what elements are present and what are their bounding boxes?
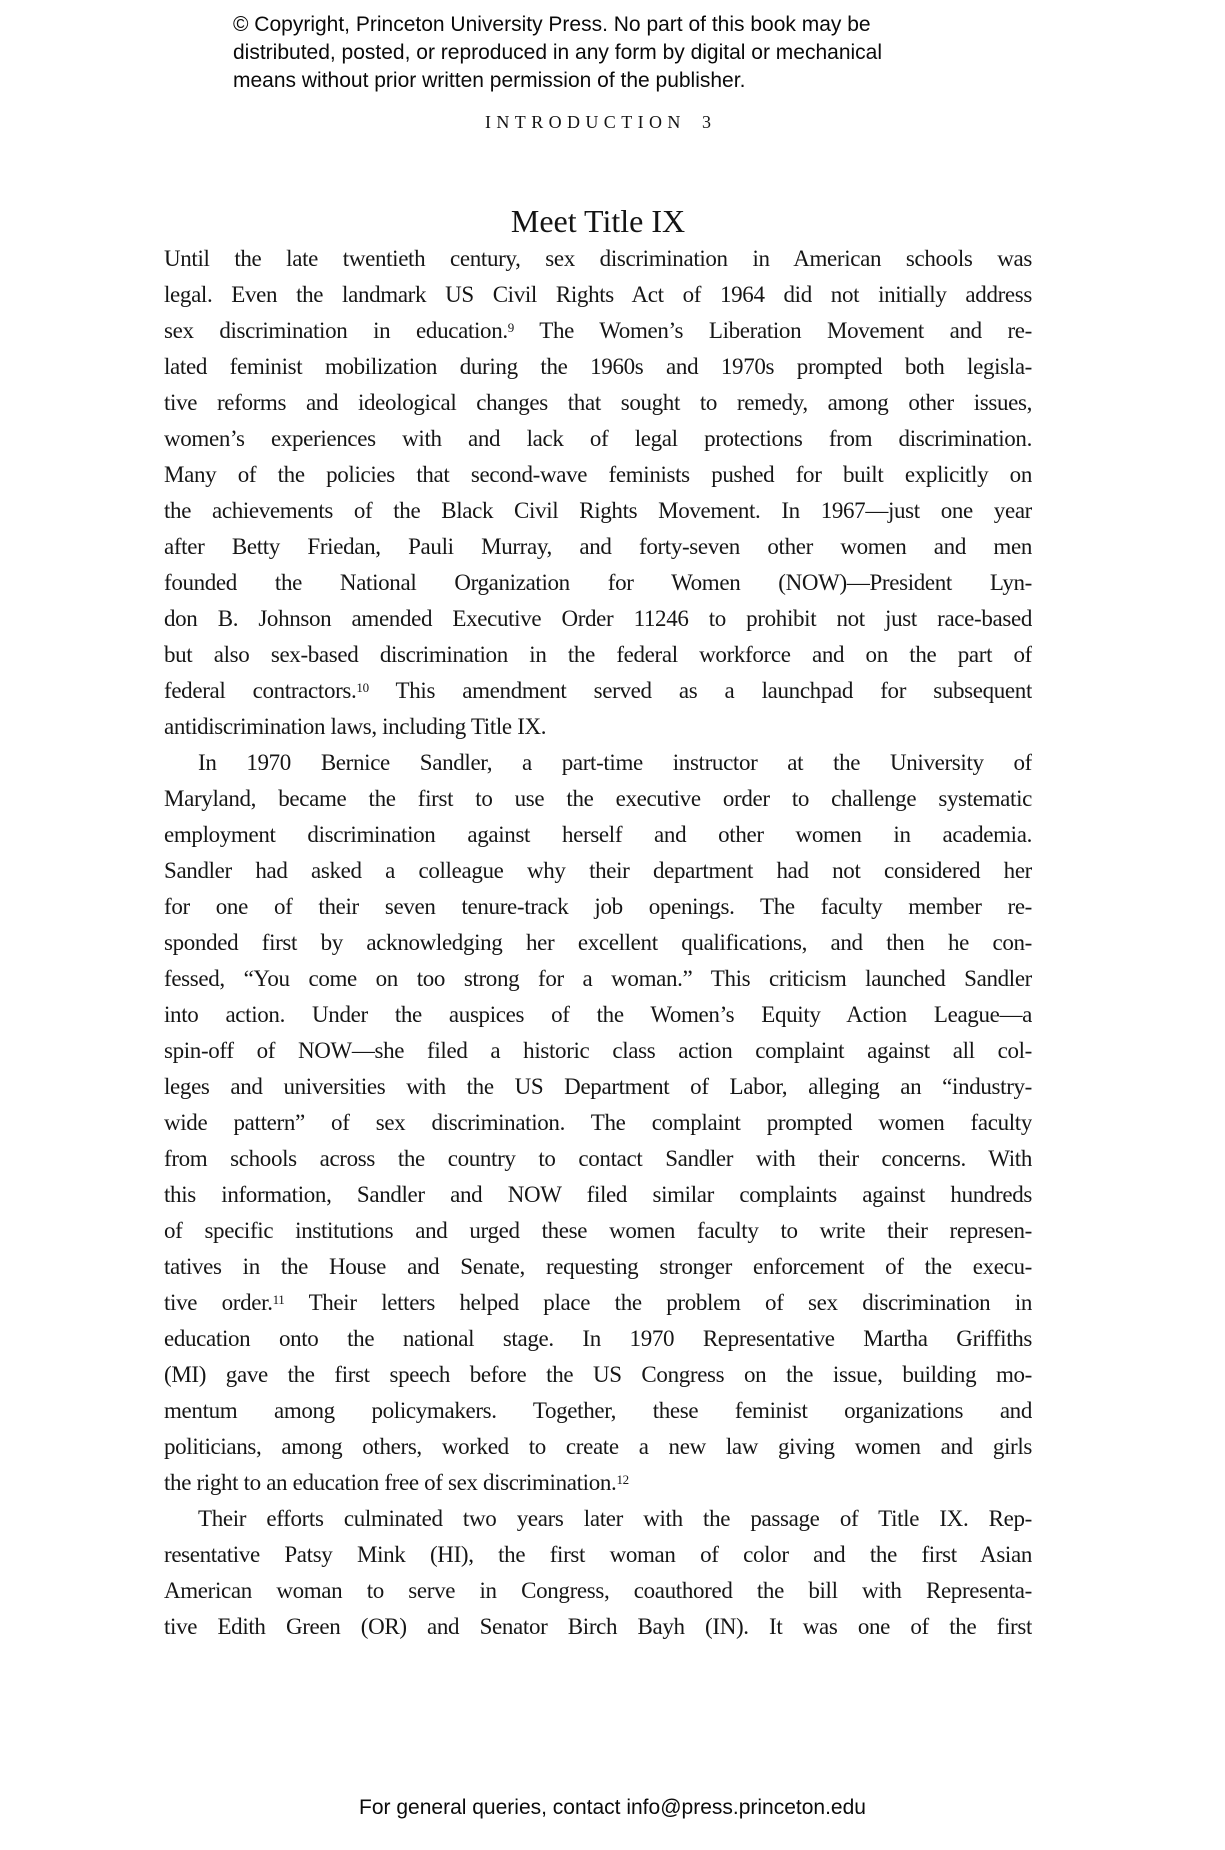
body-line: this information, Sandler and NOW filed similar complaints against hundreds xyxy=(164,1182,1032,1207)
paragraph xyxy=(164,1501,1032,1645)
body-line: federal contractors.$^{10}$ This amendment served as a launchpad for subsequent xyxy=(164,678,1032,703)
body-line: resentative Patsy Mink (HI), the first woman of color and the first Asian xyxy=(164,1542,1032,1567)
body-line: fessed, “You come on too strong for a woman.” This criticism launched Sandler xyxy=(164,966,1032,991)
paragraph xyxy=(164,745,1032,1501)
body-line: after Betty Friedan, Pauli Murray, and forty-seven other women and men xyxy=(164,534,1032,559)
footnote-reference: 12 xyxy=(616,1471,629,1487)
footnote-reference: 9 xyxy=(507,319,514,335)
chapter-title: Meet Title IX xyxy=(510,203,686,240)
body-line: antidiscrimination laws, including Title IX. xyxy=(164,714,547,739)
body-line: sponded first by acknowledging her excellent qualifications, and then he con- xyxy=(164,930,1032,955)
body-line: but also sex-based discrimination in the federal workforce and on the part of xyxy=(164,642,1032,667)
body-line: of specific institutions and urged these women faculty to write their represen- xyxy=(164,1218,1032,1243)
body-line: (MI) gave the first speech before the US Congress on the issue, building mo- xyxy=(164,1362,1032,1387)
body-line: lated feminist mobilization during the 1960s and 1970s prompted both legisla- xyxy=(164,354,1032,379)
body-line: tive order.$^{11}$ Their letters helped place the problem of sex discrimination in xyxy=(164,1290,1032,1315)
body-line: legal. Even the landmark US Civil Rights Act of 1964 did not initially address xyxy=(164,282,1032,307)
body-line: tive reforms and ideological changes that sought to remedy, among other issues, xyxy=(164,390,1032,415)
copyright-line: means without prior written permission of the publisher. xyxy=(233,69,746,92)
body-line: the achievements of the Black Civil Rights Movement. In 1967—just one year xyxy=(164,498,1032,523)
body-line: sex discrimination in education.$^9$ The Women’s Liberation Movement and re- xyxy=(164,318,1032,343)
body-line: the right to an education free of sex discrimination.$^{12}$ xyxy=(164,1470,629,1495)
copyright-line: distributed, posted, or reproduced in any form by digital or mechanical xyxy=(233,41,883,64)
body-line: for one of their seven tenure-track job openings. The faculty member re- xyxy=(164,894,1032,919)
running-head-section: INTRODUCTION xyxy=(485,112,686,132)
footer-contact-line: For general queries, contact info@press.princeton.edu xyxy=(359,1796,866,1819)
body-line: politicians, among others, worked to create a new law giving women and girls xyxy=(164,1434,1032,1459)
body-line: Sandler had asked a colleague why their department had not considered her xyxy=(164,858,1032,883)
body-text xyxy=(164,241,1032,1645)
footnote-reference: 10 xyxy=(356,679,369,695)
copyright-notice xyxy=(233,11,882,95)
body-line: Maryland, became the first to use the executive order to challenge systematic xyxy=(164,786,1032,811)
body-line: mentum among policymakers. Together, these feminist organizations and xyxy=(164,1398,1032,1423)
body-line: women’s experiences with and lack of legal protections from discrimination. xyxy=(164,426,1032,451)
body-line: education onto the national stage. In 1970 Representative Martha Griffiths xyxy=(164,1326,1032,1351)
running-head xyxy=(164,110,1032,134)
running-head-page-number: 3 xyxy=(701,112,711,132)
body-line: employment discrimination against herself and other women in academia. xyxy=(164,822,1032,847)
body-line: founded the National Organization for Women (NOW)—President Lyn- xyxy=(164,570,1032,595)
body-line: tive Edith Green (OR) and Senator Birch Bayh (IN). It was one of the first xyxy=(164,1614,1032,1639)
body-line: Their efforts culminated two years later with the passage of Title IX. Rep- xyxy=(198,1506,1032,1531)
body-line: from schools across the country to contact Sandler with their concerns. With xyxy=(164,1146,1032,1171)
body-line: American woman to serve in Congress, coauthored the bill with Representa- xyxy=(164,1578,1032,1603)
copyright-line: © Copyright, Princeton University Press. No part of this book may be xyxy=(233,13,871,36)
body-line: Until the late twentieth century, sex discrimination in American schools was xyxy=(164,246,1032,271)
body-line: leges and universities with the US Department of Labor, alleging an “industry- xyxy=(164,1074,1032,1099)
body-line: tatives in the House and Senate, requesting stronger enforcement of the execu- xyxy=(164,1254,1032,1279)
paragraph xyxy=(164,241,1032,745)
body-line: into action. Under the auspices of the Women’s Equity Action League—a xyxy=(164,1002,1032,1027)
body-line: In 1970 Bernice Sandler, a part-time instructor at the University of xyxy=(198,750,1032,775)
body-line: don B. Johnson amended Executive Order 11246 to prohibit not just race-based xyxy=(164,606,1032,631)
footnote-reference: 11 xyxy=(272,1291,285,1307)
body-line: spin-off of NOW—she filed a historic class action complaint against all col- xyxy=(164,1038,1032,1063)
body-line: Many of the policies that second-wave feminists pushed for built explicitly on xyxy=(164,462,1032,487)
body-line: wide pattern” of sex discrimination. The complaint prompted women faculty xyxy=(164,1110,1032,1135)
